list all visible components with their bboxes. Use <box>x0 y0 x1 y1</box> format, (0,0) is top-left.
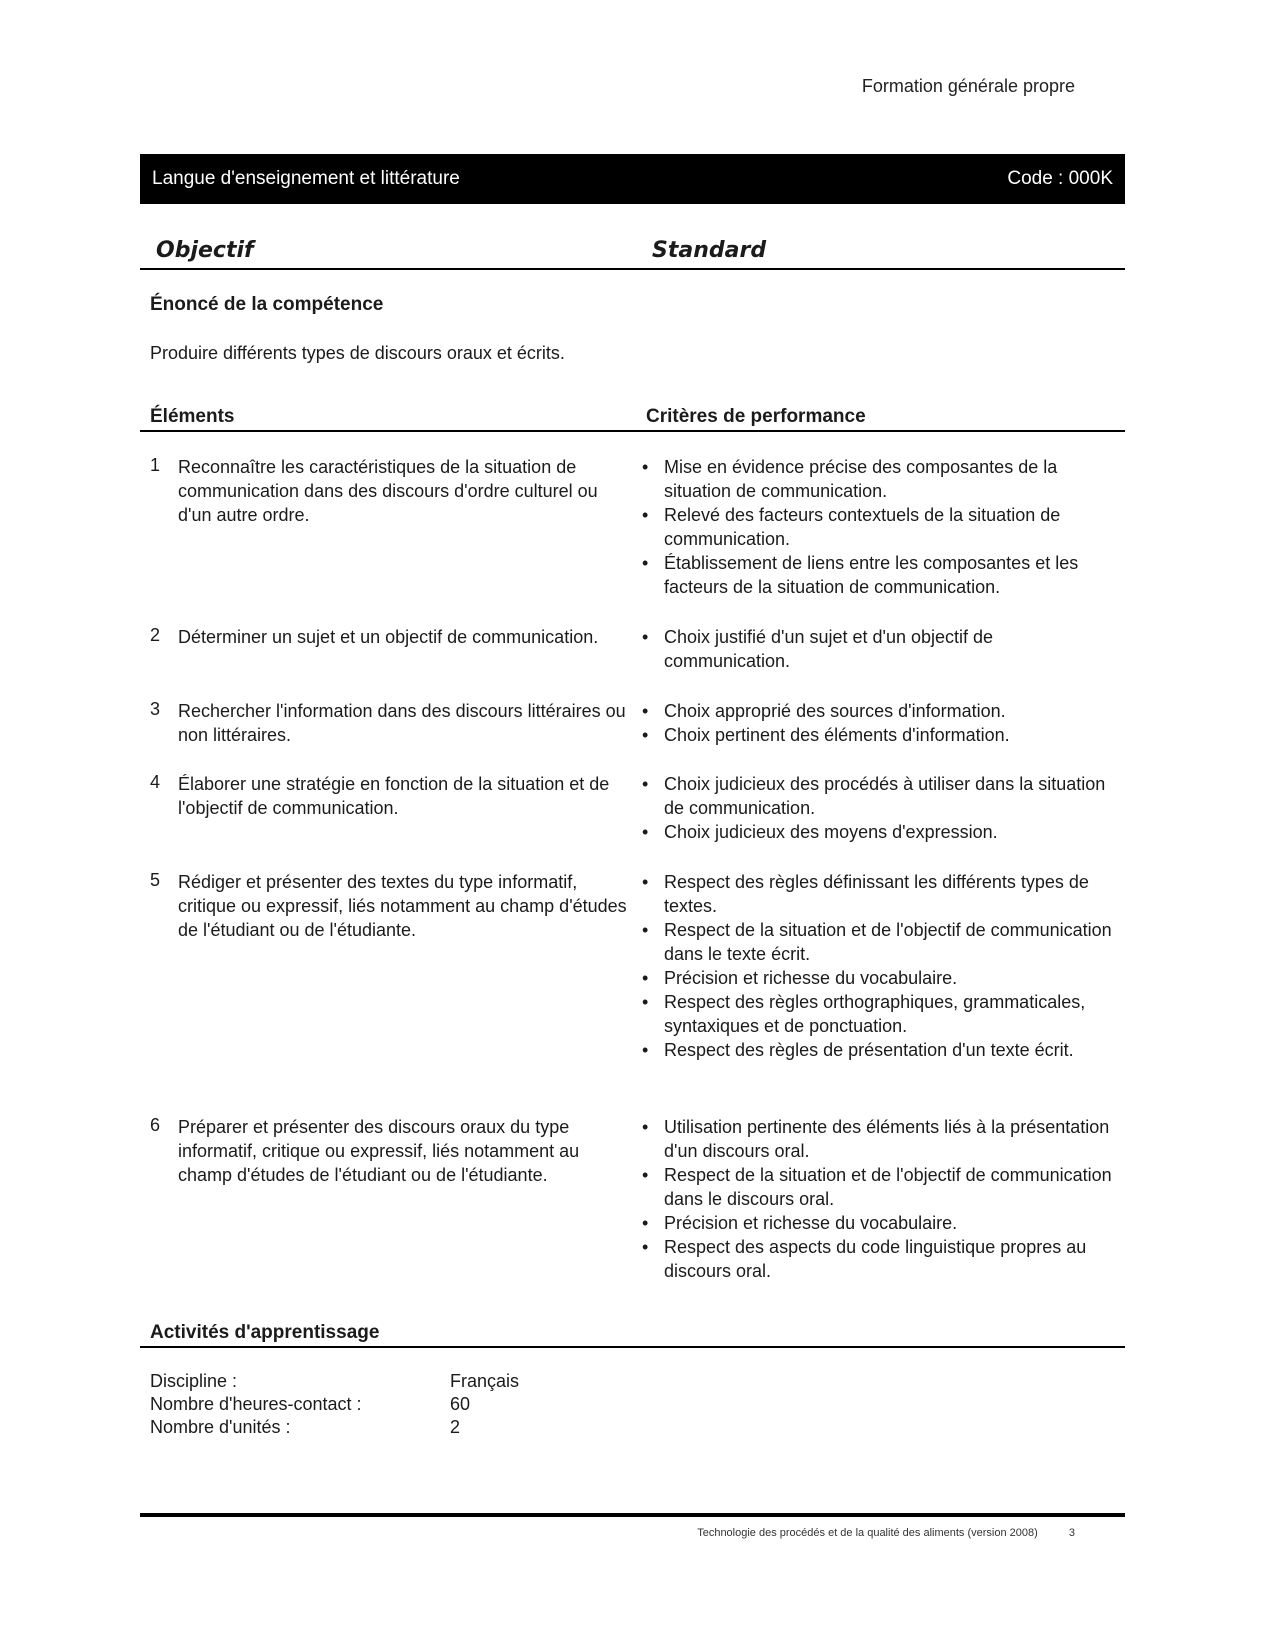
criterion-item <box>642 1163 1112 1211</box>
criteria-list <box>642 772 1112 844</box>
element-number: 2 <box>150 625 161 645</box>
criterion-text: Mise en évidence précise des composantes de la situation de communication. <box>664 457 1058 501</box>
criteria-header: Critères de performance <box>646 406 866 427</box>
competence-title: Énoncé de la compétence <box>150 294 384 315</box>
competence-statement: Produire différents types de discours oraux et écrits. <box>150 343 565 363</box>
bullet-icon: • <box>642 1040 649 1060</box>
criteria-list <box>642 870 1112 1062</box>
criterion-text: Choix justifié d'un sujet et d'un objectif de communication. <box>664 627 994 671</box>
activity-row <box>150 1370 750 1393</box>
activity-value: Français <box>450 1371 520 1391</box>
divider <box>140 268 1125 270</box>
bullet-icon: • <box>642 701 649 721</box>
criterion-item <box>642 1211 1112 1235</box>
element-text: Reconnaître les caractéristiques de la situation de communication dans des discours d'ordre culturel ou d'un autre ordre. <box>178 457 598 525</box>
divider <box>140 430 1125 432</box>
bullet-icon: • <box>642 822 649 842</box>
activity-label: Nombre d'unités : <box>150 1417 291 1437</box>
page-number: 3 <box>1068 1527 1075 1539</box>
criterion-item <box>642 918 1112 966</box>
criterion-text: Choix judicieux des moyens d'expression. <box>664 822 998 842</box>
criterion-text: Précision et richesse du vocabulaire. <box>664 968 958 988</box>
formation-label: Formation générale propre <box>861 76 1075 96</box>
bullet-icon: • <box>642 1213 649 1233</box>
criterion-text: Respect des règles orthographiques, grammaticales, syntaxiques et de ponctuation. <box>664 992 1086 1036</box>
criterion-text: Choix pertinent des éléments d'information. <box>664 725 1010 745</box>
activity-row <box>150 1416 750 1439</box>
bullet-icon: • <box>642 1237 649 1257</box>
bullet-icon: • <box>642 1117 649 1137</box>
criterion-item <box>642 503 1112 551</box>
footer-title: Technologie des procédés et de la qualité des aliments (version 2008) <box>697 1527 1038 1539</box>
bullet-icon: • <box>642 774 649 794</box>
element-text: Rédiger et présenter des textes du type informatif, critique ou expressif, liés notamment au champ d'études de l'étudiant ou de l'étudiante. <box>178 872 627 940</box>
criterion-item <box>642 723 1112 747</box>
criterion-item <box>642 1235 1112 1283</box>
bullet-icon: • <box>642 1165 649 1185</box>
activity-value: 2 <box>450 1417 461 1437</box>
criterion-text: Choix approprié des sources d'information. <box>664 701 1006 721</box>
criterion-text: Établissement de liens entre les composantes et les facteurs de la situation de communication. <box>664 553 1079 597</box>
criteria-list <box>642 1115 1112 1283</box>
element-text: Élaborer une stratégie en fonction de la situation et de l'objectif de communication. <box>178 774 610 818</box>
criterion-text: Respect de la situation et de l'objectif de communication dans le texte écrit. <box>664 920 1112 964</box>
elements-header: Éléments <box>150 406 235 427</box>
criterion-item <box>642 625 1112 673</box>
standard-header: Standard <box>652 238 767 263</box>
bullet-icon: • <box>642 725 649 745</box>
element-number: 3 <box>150 699 161 719</box>
activity-label: Nombre d'heures-contact : <box>150 1394 362 1414</box>
bullet-icon: • <box>642 457 649 477</box>
bullet-icon: • <box>642 968 649 988</box>
criterion-text: Respect des règles définissant les différents types de textes. <box>664 872 1089 916</box>
criteria-list <box>642 455 1112 599</box>
criterion-text: Relevé des facteurs contextuels de la situation de communication. <box>664 505 1061 549</box>
objective-header: Objectif <box>156 238 254 263</box>
activity-value: 60 <box>450 1394 471 1414</box>
bullet-icon: • <box>642 505 649 525</box>
criteria-list <box>642 699 1112 747</box>
criterion-text: Utilisation pertinente des éléments liés à la présentation d'un discours oral. <box>664 1117 1110 1161</box>
criterion-item <box>642 966 1112 990</box>
element-text: Rechercher l'information dans des discours littéraires ou non littéraires. <box>178 701 626 745</box>
criterion-item <box>642 699 1112 723</box>
course-title: Langue d'enseignement et littérature <box>152 168 460 189</box>
element-number: 5 <box>150 870 161 890</box>
course-title-bar <box>140 154 1125 204</box>
activities-details <box>150 1370 750 1439</box>
bullet-icon: • <box>642 553 649 573</box>
element-text: Préparer et présenter des discours oraux du type informatif, critique ou expressif, liés notamment au champ d'études de l'étudiant ou de l'étudiante. <box>178 1117 580 1185</box>
bullet-icon: • <box>642 992 649 1012</box>
criterion-text: Choix judicieux des procédés à utiliser dans la situation de communication. <box>664 774 1106 818</box>
element-text: Déterminer un sujet et un objectif de communication. <box>178 627 599 647</box>
criterion-text: Respect des règles de présentation d'un texte écrit. <box>664 1040 1074 1060</box>
criterion-item <box>642 772 1112 820</box>
criterion-item <box>642 990 1112 1038</box>
criterion-text: Respect de la situation et de l'objectif de communication dans le discours oral. <box>664 1165 1112 1209</box>
course-code: Code : 000K <box>1007 168 1113 189</box>
bullet-icon: • <box>642 627 649 647</box>
criterion-item <box>642 1038 1112 1062</box>
footer-divider <box>140 1513 1125 1517</box>
criterion-item <box>642 870 1112 918</box>
bullet-icon: • <box>642 920 649 940</box>
activities-title: Activités d'apprentissage <box>150 1322 380 1343</box>
criterion-item <box>642 1115 1112 1163</box>
element-number: 1 <box>150 455 161 475</box>
criterion-item <box>642 820 1112 844</box>
activity-row <box>150 1393 750 1416</box>
element-number: 6 <box>150 1115 161 1135</box>
bullet-icon: • <box>642 872 649 892</box>
criterion-text: Respect des aspects du code linguistique propres au discours oral. <box>664 1237 1087 1281</box>
divider <box>140 1346 1125 1348</box>
criterion-text: Précision et richesse du vocabulaire. <box>664 1213 958 1233</box>
criteria-list <box>642 625 1112 673</box>
element-number: 4 <box>150 772 161 792</box>
criterion-item <box>642 455 1112 503</box>
criterion-item <box>642 551 1112 599</box>
footer <box>697 1527 1075 1539</box>
column-headers <box>150 238 1125 264</box>
activity-label: Discipline : <box>150 1371 238 1391</box>
